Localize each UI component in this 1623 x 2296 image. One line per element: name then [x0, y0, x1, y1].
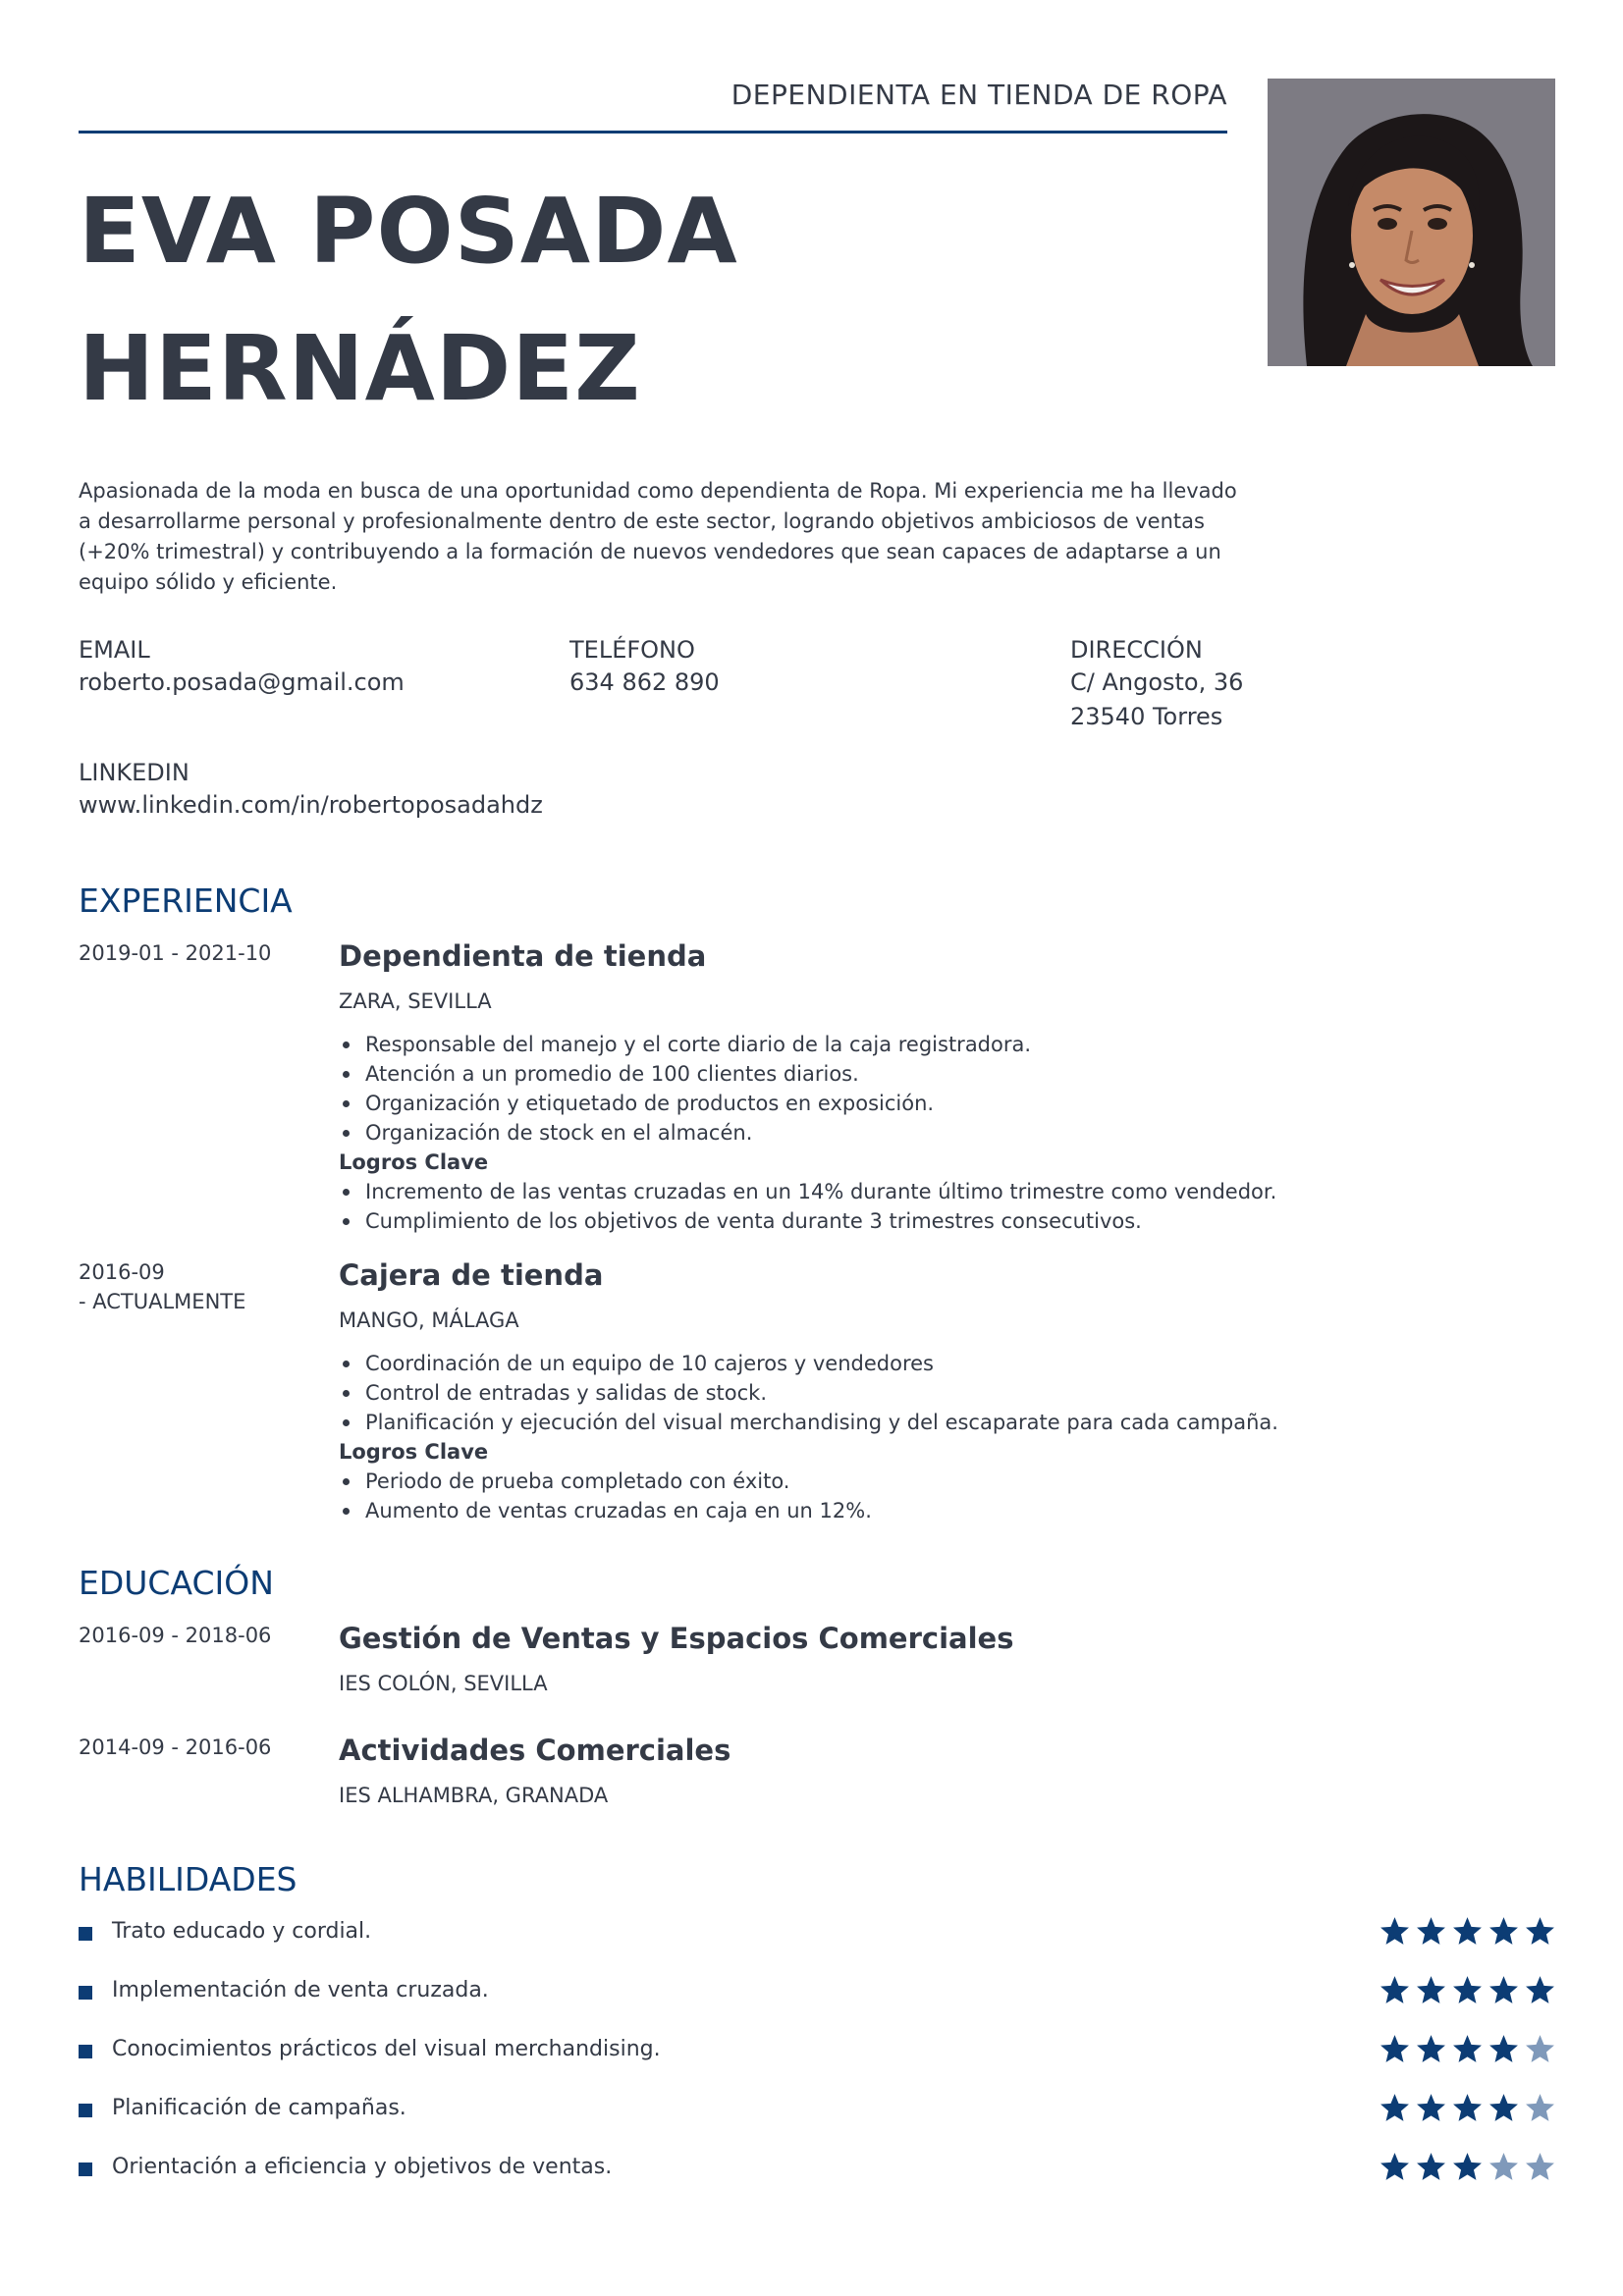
phone-value: 634 862 890: [569, 668, 720, 696]
star-filled-icon: [1379, 2033, 1411, 2065]
star-empty-icon: [1488, 2151, 1520, 2183]
star-filled-icon: [1451, 2033, 1484, 2065]
email-value: roberto.posada@gmail.com: [79, 668, 405, 696]
list-item: Control de entradas y salidas de stock.: [339, 1378, 1321, 1408]
experience-2-company: MANGO, MÁLAGA: [339, 1308, 519, 1332]
experience-1-date: 2019-01 - 2021-10: [79, 941, 272, 965]
email-label: EMAIL: [79, 636, 150, 664]
square-bullet-icon: [79, 1927, 92, 1941]
list-item: Responsable del manejo y el corte diario de la caja registradora.: [339, 1030, 1321, 1059]
square-bullet-icon: [79, 1986, 92, 2000]
skill-row: [79, 1915, 1556, 1954]
skills-section-title: HABILIDADES: [79, 1860, 298, 1898]
phone-label: TELÉFONO: [569, 636, 695, 664]
address-label: DIRECCIÓN: [1070, 636, 1203, 664]
list-item: Organización y etiquetado de productos en exposición.: [339, 1089, 1321, 1118]
star-empty-icon: [1524, 2033, 1556, 2065]
skill-row: [79, 1974, 1556, 2013]
education-2-degree: Actividades Comerciales: [339, 1734, 731, 1767]
star-filled-icon: [1415, 1974, 1447, 2006]
list-item: Periodo de prueba completado con éxito.: [339, 1467, 1321, 1496]
experience-1-role: Dependienta de tienda: [339, 939, 707, 973]
skill-row: [79, 2033, 1556, 2072]
skill-row: [79, 2151, 1556, 2190]
list-item: Atención a un promedio de 100 clientes diarios.: [339, 1059, 1321, 1089]
star-filled-icon: [1415, 2151, 1447, 2183]
experience-section-title: EXPERIENCIA: [79, 881, 293, 920]
education-2-date: 2014-09 - 2016-06: [79, 1735, 272, 1759]
skill-name: Implementación de venta cruzada.: [112, 1978, 489, 2002]
name-second-line: HERNÁDEZ: [79, 316, 641, 421]
contact-email: [79, 636, 405, 700]
education-1-school: IES COLÓN, SEVILLA: [339, 1672, 548, 1695]
star-filled-icon: [1488, 2033, 1520, 2065]
name-first-line: EVA POSADA: [79, 179, 738, 284]
linkedin-value: www.linkedin.com/in/robertoposadahdz: [79, 791, 543, 819]
address-line-2: 23540 Torres: [1070, 703, 1223, 730]
experience-2-date-end: - ACTUALMENTE: [79, 1290, 246, 1313]
star-filled-icon: [1415, 1915, 1447, 1948]
star-filled-icon: [1451, 1915, 1484, 1948]
star-filled-icon: [1379, 2151, 1411, 2183]
square-bullet-icon: [79, 2163, 92, 2176]
profile-photo-image: [1268, 79, 1555, 366]
experience-1-details: [339, 1030, 1321, 1236]
list-item: Organización de stock en el almacén.: [339, 1118, 1321, 1148]
education-1-date: 2016-09 - 2018-06: [79, 1624, 272, 1647]
star-filled-icon: [1379, 1915, 1411, 1948]
list-item: Coordinación de un equipo de 10 cajeros y vendedores: [339, 1349, 1321, 1378]
star-filled-icon: [1451, 2151, 1484, 2183]
star-filled-icon: [1488, 2092, 1520, 2124]
star-filled-icon: [1415, 2092, 1447, 2124]
star-filled-icon: [1524, 1915, 1556, 1948]
profile-photo: [1268, 79, 1555, 366]
square-bullet-icon: [79, 2045, 92, 2058]
experience-2-role: Cajera de tienda: [339, 1258, 604, 1292]
education-section-title: EDUCACIÓN: [79, 1564, 274, 1602]
star-empty-icon: [1524, 2151, 1556, 2183]
star-filled-icon: [1524, 1974, 1556, 2006]
experience-2-date-start: 2016-09: [79, 1260, 165, 1284]
experience-2-date: [79, 1257, 245, 1316]
star-filled-icon: [1379, 1974, 1411, 2006]
contact-linkedin: [79, 759, 543, 823]
list-item: Cumplimiento de los objetivos de venta durante 3 trimestres consecutivos.: [339, 1206, 1321, 1236]
job-title: DEPENDIENTA EN TIENDA DE ROPA: [730, 79, 1227, 111]
skill-rating: [1379, 2033, 1556, 2068]
skill-rating: [1379, 2092, 1556, 2127]
skill-row: [79, 2092, 1556, 2131]
star-filled-icon: [1488, 1974, 1520, 2006]
address-line-1: C/ Angosto, 36: [1070, 668, 1244, 696]
contact-address: [1070, 636, 1243, 734]
achievements-label: Logros Clave: [339, 1440, 489, 1464]
skill-name: Conocimientos prácticos del visual merchandising.: [112, 2037, 661, 2061]
skill-rating: [1379, 2151, 1556, 2186]
skill-rating: [1379, 1915, 1556, 1950]
star-empty-icon: [1524, 2092, 1556, 2124]
star-filled-icon: [1451, 2092, 1484, 2124]
list-item: Incremento de las ventas cruzadas en un 14% durante último trimestre como vendedor.: [339, 1177, 1321, 1206]
list-item: Planificación y ejecución del visual merchandising y del escaparate para cada campaña.: [339, 1408, 1321, 1437]
star-filled-icon: [1488, 1915, 1520, 1948]
profile-summary: Apasionada de la moda en busca de una oportunidad como dependienta de Ropa. Mi experiencia me ha llevado a desarrollarme personal y profesionalmente dentro de este sector, logrando objetivos ambiciosos de ventas (+20% trimestral) y contribuyendo a la formación de nuevos vendedores que sean capaces de adaptarse a un equipo sólido y eficiente.: [79, 479, 1237, 594]
square-bullet-icon: [79, 2104, 92, 2117]
star-filled-icon: [1415, 2033, 1447, 2065]
contact-phone: [569, 636, 720, 700]
star-filled-icon: [1451, 1974, 1484, 2006]
achievements-label: Logros Clave: [339, 1150, 489, 1174]
star-filled-icon: [1379, 2092, 1411, 2124]
experience-1-company: ZARA, SEVILLA: [339, 989, 492, 1013]
skill-name: Planificación de campañas.: [112, 2096, 406, 2120]
experience-2-details: [339, 1349, 1321, 1525]
list-item: Aumento de ventas cruzadas en caja en un 12%.: [339, 1496, 1321, 1525]
header-divider: [79, 131, 1227, 133]
linkedin-label: LINKEDIN: [79, 759, 189, 786]
skill-name: Trato educado y cordial.: [112, 1919, 372, 1944]
skill-name: Orientación a eficiencia y objetivos de ventas.: [112, 2155, 613, 2179]
education-2-school: IES ALHAMBRA, GRANADA: [339, 1784, 609, 1807]
skill-rating: [1379, 1974, 1556, 2009]
education-1-degree: Gestión de Ventas y Espacios Comerciales: [339, 1622, 1014, 1655]
